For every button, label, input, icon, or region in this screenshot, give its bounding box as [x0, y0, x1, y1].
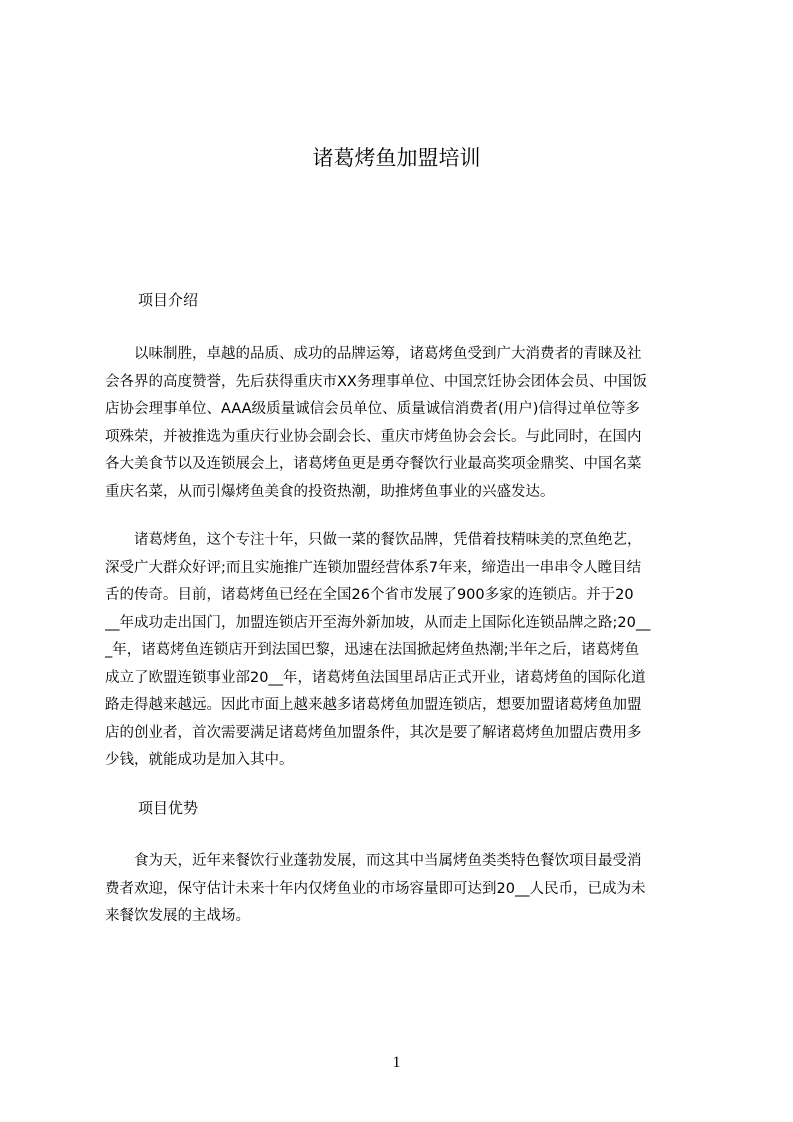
- paragraph-intro-1: [105, 341, 697, 506]
- text-line: 会各界的高度赞誉，先后获得重庆市XX务理事单位、中国烹饪协会团体会员、中国饭: [105, 373, 647, 390]
- text-line: 来餐饮发展的主战场。: [105, 908, 250, 924]
- text-line: 舌的传奇。目前，诸葛烤鱼已经在全国26个省市发展了900多家的连锁店。并于20: [105, 587, 634, 603]
- text-line: 深受广大群众好评;而且实施推广连锁加盟经营体系7年来，缔造出一串串令人瞠目结: [105, 559, 642, 576]
- text-line: 成立了欧盟连锁事业部20__年，诸葛烤鱼法国里昂店正式开业，诸葛烤鱼的国际化道: [105, 669, 646, 686]
- paragraph-advantage-1: [105, 848, 697, 931]
- text-line: 店的创业者，首次需要满足诸葛烤鱼加盟条件，其次是要了解诸葛烤鱼加盟店费用多: [105, 724, 642, 741]
- text-line: 少钱，就能成功是加入其中。: [105, 752, 294, 768]
- text-line: 重庆名菜，从而引爆烤鱼美食的投资热潮，助推烤鱼事业的兴盛发达。: [105, 483, 555, 500]
- section-heading-project-advantage: 项目优势: [138, 799, 199, 817]
- text-line: __年成功走出国门，加盟连锁店开至海外新加坡，从而走上国际化连锁品牌之路;20__: [105, 614, 651, 631]
- page-number: 1: [392, 1054, 401, 1071]
- section-heading-project-intro: 项目介绍: [138, 291, 199, 309]
- text-line: 食为天，近年来餐饮行业蓬勃发展，而这其中当属烤鱼类类特色餐饮项目最受消: [105, 853, 642, 869]
- text-line: 诸葛烤鱼，这个专注十年，只做一菜的餐饮品牌，凭借着技精味美的烹鱼绝艺，: [105, 532, 642, 548]
- text-line: 各大美食节以及连锁展会上，诸葛烤鱼更是勇夺餐饮行业最高奖项金鼎奖、中国名菜: [105, 456, 642, 472]
- paragraph-intro-2: [105, 527, 697, 775]
- text-line: 路走得越来越远。因此市面上越来越多诸葛烤鱼加盟连锁店，想要加盟诸葛烤鱼加盟: [105, 697, 642, 713]
- text-line: 项殊荣，并被推选为重庆行业协会副会长、重庆市烤鱼协会会长。与此同时，在国内: [105, 428, 642, 445]
- text-line: _年，诸葛烤鱼连锁店开到法国巴黎，迅速在法国掀起烤鱼热潮;半年之后，诸葛烤鱼: [105, 642, 640, 658]
- document-title: 诸葛烤鱼加盟培训: [312, 146, 481, 170]
- text-line: 店协会理事单位、AAA级质量诚信会员单位、质量诚信消费者(用户)信得过单位等多: [105, 401, 640, 417]
- text-line: 费者欢迎，保守估计未来十年内仅烤鱼业的市场容量即可达到20__人民币，已成为未: [105, 880, 646, 897]
- text-line: 以味制胜，卓越的品质、成功的品牌运筹，诸葛烤鱼受到广大消费者的青睐及社: [105, 346, 642, 362]
